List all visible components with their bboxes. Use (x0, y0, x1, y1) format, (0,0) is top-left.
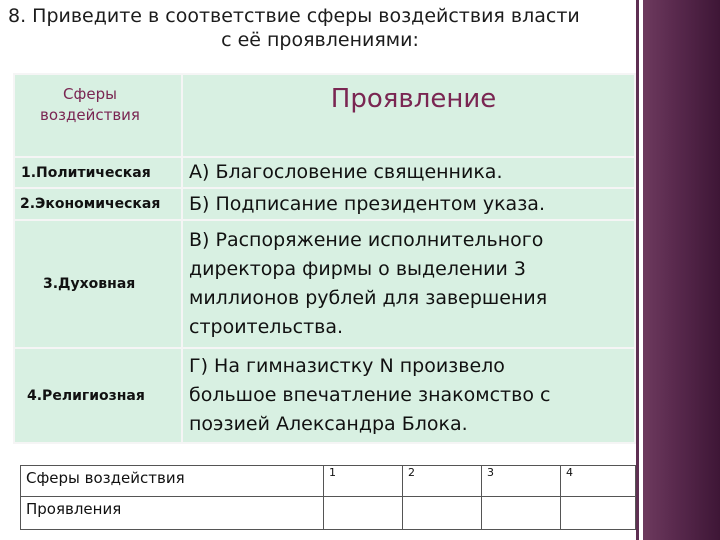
answer-label-cell (21, 497, 324, 530)
answer-table (20, 465, 636, 530)
sphere-cell (14, 157, 182, 188)
task-title (0, 4, 640, 52)
title-line-1: 8. Приведите в соответствие сферы воздействия власти (8, 5, 580, 27)
header-spheres-cell (14, 74, 182, 157)
answer-cell-2[interactable] (403, 466, 482, 497)
manifestation-a: А) Благословение священника. (189, 161, 503, 183)
sphere-cell (14, 220, 182, 348)
manifestation-cell (182, 157, 635, 188)
sphere-religious: 4.Религиозная (27, 387, 145, 404)
manifestation-v-line4: строительства. (189, 316, 344, 338)
manifestation-v-line1: В) Распоряжение исполнительного (189, 229, 544, 251)
answer-label-cell (21, 466, 324, 497)
table-row (14, 188, 635, 220)
sphere-spiritual: 3.Духовная (43, 276, 136, 292)
sphere-cell (14, 348, 182, 443)
title-line-2: с её проявлениями: (221, 29, 419, 51)
manifestation-v-line3: миллионов рублей для завершения (189, 287, 548, 309)
answer-row-manifestations (21, 497, 636, 530)
matching-table (13, 73, 636, 444)
answer-number-1: 1 (329, 466, 336, 479)
answer-input-cell-3[interactable] (482, 497, 561, 530)
answer-number-2: 2 (408, 466, 415, 479)
answer-number-4: 4 (566, 466, 573, 479)
answer-cell-4[interactable] (561, 466, 636, 497)
answer-cell-1[interactable] (324, 466, 403, 497)
sphere-economic: 2.Экономическая (20, 196, 161, 212)
manifestation-g-line2: большое впечатление знакомство с (189, 384, 551, 406)
manifestation-g-line1: Г) На гимназистку N произвело (189, 355, 505, 377)
header-spheres-line2: воздействия (40, 105, 140, 124)
header-spheres-line1: Сферы (63, 84, 117, 103)
sphere-cell (14, 188, 182, 220)
sphere-political: 1.Политическая (21, 164, 151, 181)
answer-input-cell-4[interactable] (561, 497, 636, 530)
header-manifestation-cell (182, 74, 635, 157)
table-row (14, 220, 635, 348)
answer-number-3: 3 (487, 466, 494, 479)
header-manifestation: Проявление (330, 83, 497, 114)
decorative-side-band (643, 0, 720, 540)
answer-spheres-label: Сферы воздействия (26, 469, 185, 487)
manifestation-cell (182, 220, 635, 348)
table-row (14, 157, 635, 188)
answer-manifestations-label: Проявления (26, 500, 122, 518)
manifestation-cell (182, 188, 635, 220)
table-header-row (14, 74, 635, 157)
manifestation-v-line2: директора фирмы о выделении 3 (189, 258, 526, 280)
table-row (14, 348, 635, 443)
answer-row-spheres (21, 466, 636, 497)
manifestation-g-line3: поэзией Александра Блока. (189, 413, 468, 435)
answer-input-cell-1[interactable] (324, 497, 403, 530)
answer-cell-3[interactable] (482, 466, 561, 497)
side-divider-line (636, 0, 639, 540)
answer-input-cell-2[interactable] (403, 497, 482, 530)
manifestation-cell (182, 348, 635, 443)
manifestation-b: Б) Подписание президентом указа. (189, 192, 545, 215)
